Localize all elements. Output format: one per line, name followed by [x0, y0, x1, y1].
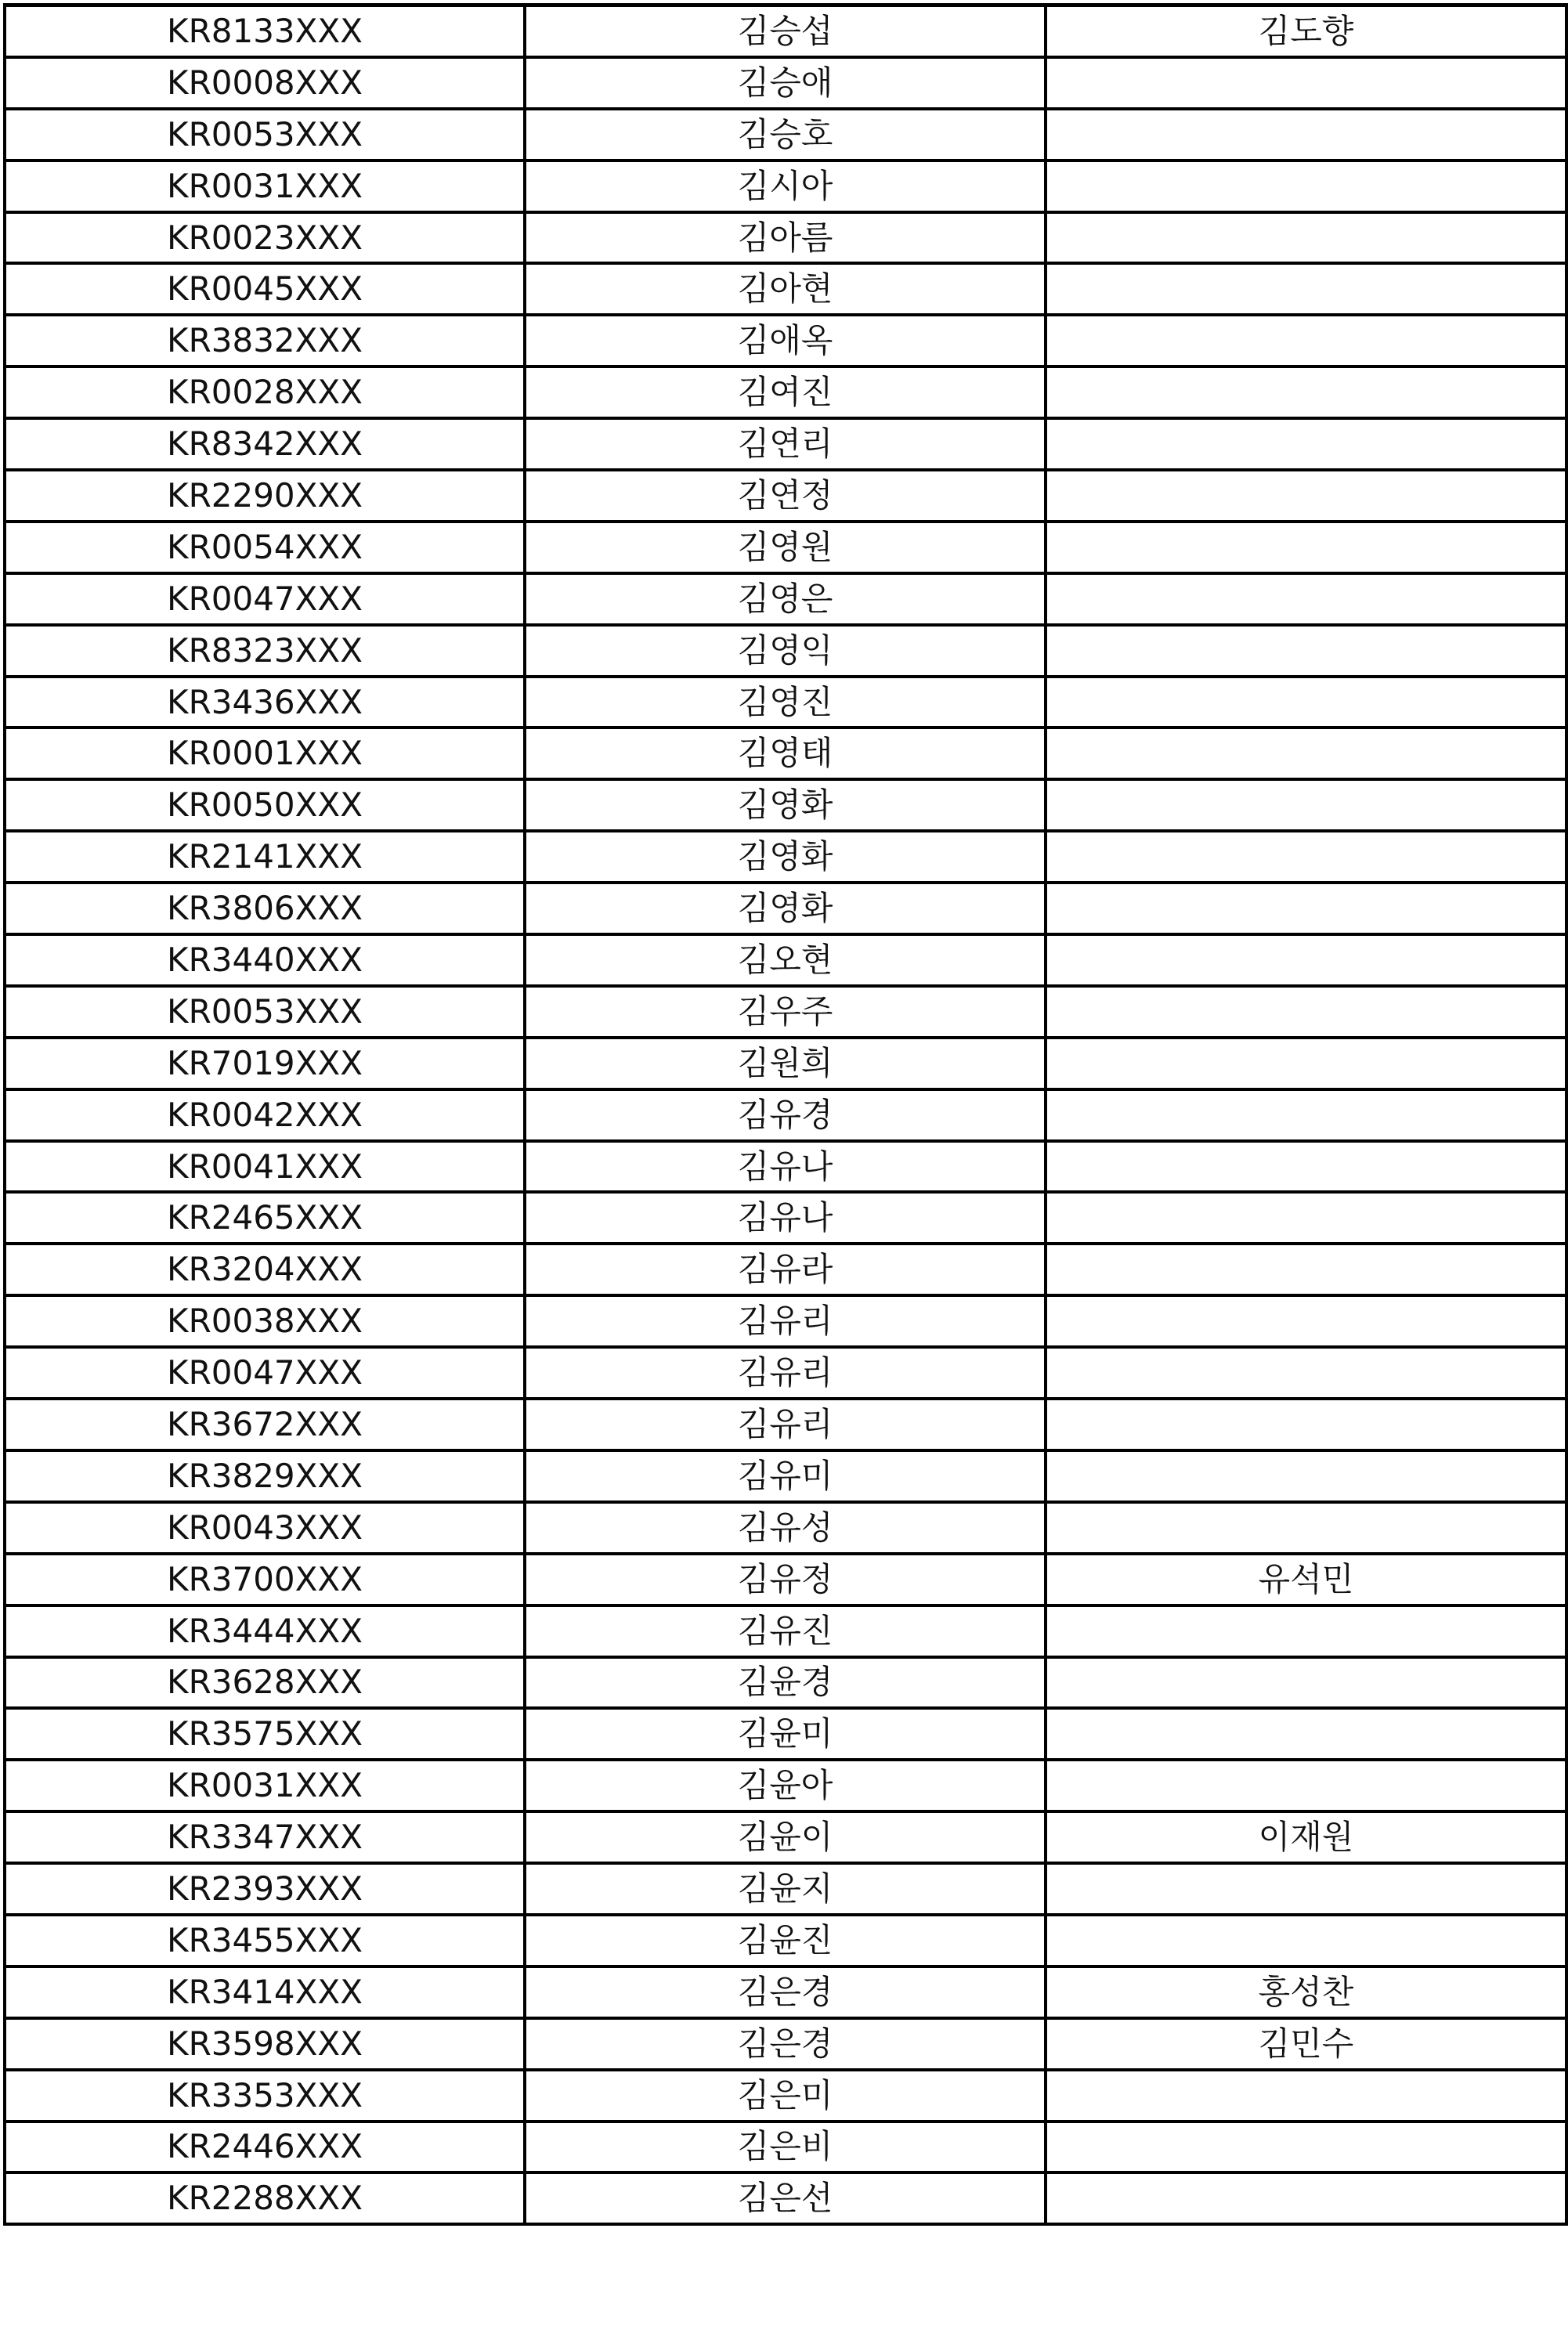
note-cell [1046, 1038, 1566, 1089]
id-cell: KR2465XXX [5, 1192, 525, 1244]
id-cell: KR0047XXX [5, 573, 525, 625]
id-cell: KR0008XXX [5, 57, 525, 109]
note-cell [1046, 934, 1566, 986]
note-cell [1046, 1915, 1566, 1966]
note-cell [1046, 1347, 1566, 1399]
table-row [5, 470, 1566, 522]
id-cell: KR0047XXX [5, 1347, 525, 1399]
name-cell: 김유진 [525, 1605, 1046, 1657]
table-row [5, 1811, 1566, 1863]
note-cell: 이재원 [1046, 1811, 1566, 1863]
note-cell [1046, 522, 1566, 573]
name-cell: 김윤미 [525, 1708, 1046, 1760]
name-cell: 김승호 [525, 109, 1046, 161]
name-cell: 김영화 [525, 831, 1046, 883]
id-cell: KR3436XXX [5, 677, 525, 728]
id-cell: KR0001XXX [5, 728, 525, 779]
id-cell: KR0031XXX [5, 161, 525, 212]
name-cell: 김영익 [525, 625, 1046, 677]
note-cell [1046, 2122, 1566, 2173]
table-row [5, 1915, 1566, 1966]
id-cell: KR0031XXX [5, 1760, 525, 1811]
id-cell: KR8323XXX [5, 625, 525, 677]
note-cell [1046, 161, 1566, 212]
note-cell [1046, 367, 1566, 418]
note-cell [1046, 2172, 1566, 2224]
id-cell: KR0041XXX [5, 1141, 525, 1193]
table-row [5, 1708, 1566, 1760]
id-cell: KR3832XXX [5, 315, 525, 367]
name-cell: 김연정 [525, 470, 1046, 522]
id-cell: KR8133XXX [5, 5, 525, 57]
note-cell [1046, 1605, 1566, 1657]
table-row [5, 1450, 1566, 1502]
id-cell: KR3829XXX [5, 1450, 525, 1502]
note-cell [1046, 1863, 1566, 1915]
note-cell [1046, 1141, 1566, 1193]
table-row [5, 986, 1566, 1038]
id-cell: KR7019XXX [5, 1038, 525, 1089]
note-cell [1046, 677, 1566, 728]
id-cell: KR3414XXX [5, 1966, 525, 2018]
name-cell: 김은선 [525, 2172, 1046, 2224]
table-row [5, 263, 1566, 315]
id-cell: KR0054XXX [5, 522, 525, 573]
table-row [5, 934, 1566, 986]
name-cell: 김은비 [525, 2122, 1046, 2173]
roster-table-body [5, 5, 1566, 2225]
id-cell: KR2393XXX [5, 1863, 525, 1915]
table-row [5, 212, 1566, 264]
name-cell: 김여진 [525, 367, 1046, 418]
table-row [5, 418, 1566, 470]
name-cell: 김영원 [525, 522, 1046, 573]
table-row [5, 2122, 1566, 2173]
table-row [5, 779, 1566, 831]
roster-table [3, 3, 1568, 2226]
id-cell: KR0028XXX [5, 367, 525, 418]
note-cell [1046, 1760, 1566, 1811]
table-row [5, 1399, 1566, 1450]
id-cell: KR3598XXX [5, 2018, 525, 2070]
note-cell: 유석민 [1046, 1554, 1566, 1605]
note-cell [1046, 1295, 1566, 1347]
id-cell: KR0023XXX [5, 212, 525, 264]
name-cell: 김오현 [525, 934, 1046, 986]
id-cell: KR0038XXX [5, 1295, 525, 1347]
table-row [5, 2018, 1566, 2070]
note-cell: 홍성찬 [1046, 1966, 1566, 2018]
note-cell [1046, 883, 1566, 934]
table-row [5, 2070, 1566, 2122]
table-row [5, 522, 1566, 573]
table-row [5, 1089, 1566, 1141]
id-cell: KR0042XXX [5, 1089, 525, 1141]
note-cell [1046, 1244, 1566, 1295]
table-row [5, 573, 1566, 625]
roster-sheet [3, 3, 1565, 2226]
name-cell: 김연리 [525, 418, 1046, 470]
id-cell: KR3672XXX [5, 1399, 525, 1450]
table-row [5, 883, 1566, 934]
name-cell: 김승섭 [525, 5, 1046, 57]
id-cell: KR3700XXX [5, 1554, 525, 1605]
name-cell: 김유리 [525, 1295, 1046, 1347]
table-row [5, 677, 1566, 728]
name-cell: 김유나 [525, 1141, 1046, 1193]
name-cell: 김애옥 [525, 315, 1046, 367]
table-row [5, 5, 1566, 57]
name-cell: 김은경 [525, 1966, 1046, 2018]
note-cell [1046, 831, 1566, 883]
name-cell: 김우주 [525, 986, 1046, 1038]
id-cell: KR0045XXX [5, 263, 525, 315]
note-cell [1046, 1708, 1566, 1760]
note-cell [1046, 779, 1566, 831]
name-cell: 김영진 [525, 677, 1046, 728]
note-cell [1046, 1502, 1566, 1554]
table-row [5, 625, 1566, 677]
note-cell [1046, 573, 1566, 625]
name-cell: 김유정 [525, 1554, 1046, 1605]
table-row [5, 1038, 1566, 1089]
note-cell [1046, 1657, 1566, 1709]
table-row [5, 1760, 1566, 1811]
id-cell: KR0053XXX [5, 109, 525, 161]
note-cell [1046, 1450, 1566, 1502]
name-cell: 김윤이 [525, 1811, 1046, 1863]
id-cell: KR0050XXX [5, 779, 525, 831]
note-cell [1046, 315, 1566, 367]
note-cell [1046, 57, 1566, 109]
table-row [5, 1141, 1566, 1193]
table-row [5, 367, 1566, 418]
id-cell: KR3455XXX [5, 1915, 525, 1966]
table-row [5, 2172, 1566, 2224]
table-row [5, 1295, 1566, 1347]
note-cell [1046, 418, 1566, 470]
name-cell: 김승애 [525, 57, 1046, 109]
table-row [5, 1657, 1566, 1709]
table-row [5, 1554, 1566, 1605]
name-cell: 김원희 [525, 1038, 1046, 1089]
id-cell: KR2141XXX [5, 831, 525, 883]
note-cell [1046, 1089, 1566, 1141]
id-cell: KR0043XXX [5, 1502, 525, 1554]
name-cell: 김유미 [525, 1450, 1046, 1502]
id-cell: KR3575XXX [5, 1708, 525, 1760]
note-cell [1046, 728, 1566, 779]
id-cell: KR3440XXX [5, 934, 525, 986]
name-cell: 김영태 [525, 728, 1046, 779]
name-cell: 김윤아 [525, 1760, 1046, 1811]
id-cell: KR3347XXX [5, 1811, 525, 1863]
id-cell: KR0053XXX [5, 986, 525, 1038]
note-cell [1046, 625, 1566, 677]
name-cell: 김유리 [525, 1399, 1046, 1450]
name-cell: 김영화 [525, 883, 1046, 934]
id-cell: KR3204XXX [5, 1244, 525, 1295]
id-cell: KR8342XXX [5, 418, 525, 470]
note-cell [1046, 1192, 1566, 1244]
table-row [5, 728, 1566, 779]
name-cell: 김윤경 [525, 1657, 1046, 1709]
note-cell: 김민수 [1046, 2018, 1566, 2070]
name-cell: 김시아 [525, 161, 1046, 212]
name-cell: 김유성 [525, 1502, 1046, 1554]
name-cell: 김유나 [525, 1192, 1046, 1244]
table-row [5, 1347, 1566, 1399]
name-cell: 김유경 [525, 1089, 1046, 1141]
id-cell: KR3628XXX [5, 1657, 525, 1709]
table-row [5, 1192, 1566, 1244]
name-cell: 김은미 [525, 2070, 1046, 2122]
name-cell: 김영화 [525, 779, 1046, 831]
table-row [5, 315, 1566, 367]
table-row [5, 1863, 1566, 1915]
name-cell: 김윤진 [525, 1915, 1046, 1966]
table-row [5, 109, 1566, 161]
id-cell: KR3353XXX [5, 2070, 525, 2122]
table-row [5, 1605, 1566, 1657]
id-cell: KR2288XXX [5, 2172, 525, 2224]
table-row [5, 1502, 1566, 1554]
note-cell [1046, 263, 1566, 315]
note-cell [1046, 2070, 1566, 2122]
name-cell: 김유라 [525, 1244, 1046, 1295]
note-cell [1046, 986, 1566, 1038]
table-row [5, 161, 1566, 212]
id-cell: KR2446XXX [5, 2122, 525, 2173]
name-cell: 김은경 [525, 2018, 1046, 2070]
note-cell [1046, 1399, 1566, 1450]
table-row [5, 57, 1566, 109]
table-row [5, 1966, 1566, 2018]
note-cell [1046, 470, 1566, 522]
id-cell: KR3806XXX [5, 883, 525, 934]
name-cell: 김영은 [525, 573, 1046, 625]
note-cell [1046, 212, 1566, 264]
name-cell: 김아름 [525, 212, 1046, 264]
note-cell [1046, 109, 1566, 161]
table-row [5, 831, 1566, 883]
id-cell: KR2290XXX [5, 470, 525, 522]
id-cell: KR3444XXX [5, 1605, 525, 1657]
name-cell: 김윤지 [525, 1863, 1046, 1915]
note-cell: 김도향 [1046, 5, 1566, 57]
name-cell: 김아현 [525, 263, 1046, 315]
table-row [5, 1244, 1566, 1295]
name-cell: 김유리 [525, 1347, 1046, 1399]
